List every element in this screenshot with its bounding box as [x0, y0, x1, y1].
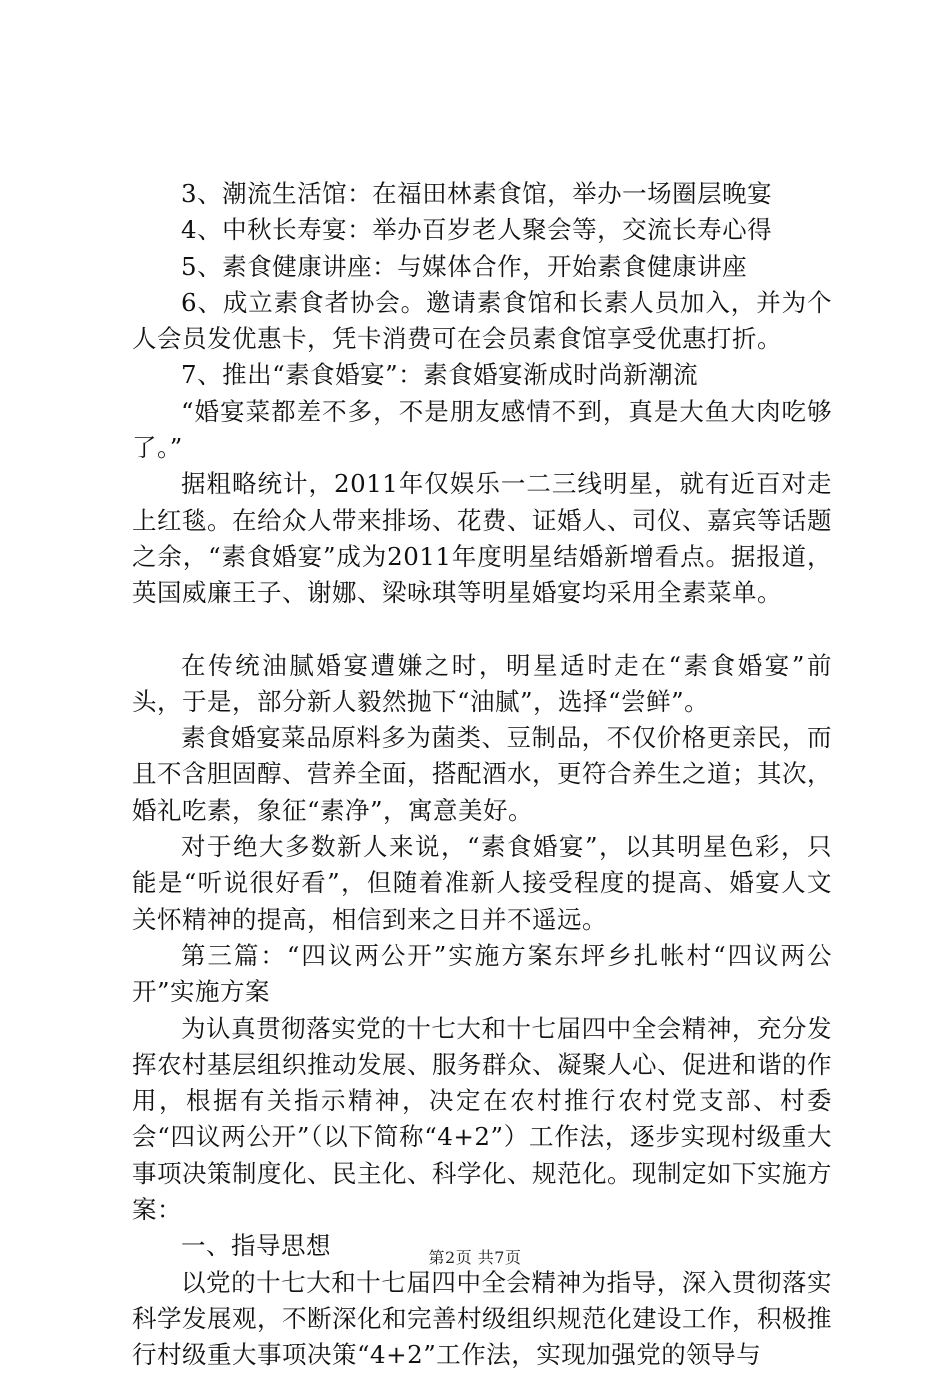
section-heading-part-three: 第三篇：“四议两公开”实施方案东坪乡扎帐村“四议两公开”实施方案 [132, 940, 832, 1007]
paragraph-trend-lifestyle: 3、潮流生活馆：在福田林素食馆，举办一场圈层晚宴 [181, 179, 773, 208]
paragraph-newlyweds: 对于绝大多数新人来说，“素食婚宴”，以其明星色彩，只能是“听说很好看”，但随着准新人接受程度的提高、婚宴人文关怀精神的提高，相信到来之日并不遥远。 [132, 832, 832, 934]
paragraph-quote: “婚宴菜都差不多，不是朋友感情不到，真是大鱼大肉吃够了。” [132, 396, 832, 463]
paragraph-traditional-banquet: 在传统油腻婚宴遭嫌之时，明星适时走在“素食婚宴”前头，于是，部分新人毅然抛下“油腻”，选择“尝鲜”。 [132, 650, 832, 716]
paragraph-statistics: 据粗略统计，2011年仅娱乐一二三线明星，就有近百对走上红毯。在给众人带来排场、花费、证婚人、司仪、嘉宾等话题之余，“素食婚宴”成为2011年度明星结婚新增看点。据报道，英国威廉王子、谢娜、梁咏琪等明星婚宴均采用全素菜单。 [132, 469, 832, 608]
page-number-footer: 第2页 共7页 [428, 1248, 522, 1267]
paragraph-vegetarian-wedding: 7、推出“素食婚宴”：素食婚宴渐成时尚新潮流 [181, 360, 699, 390]
paragraph-guiding-ideology: 以党的十七大和十七届四中全会精神为指导，深入贯彻落实科学发展观，不断深化和完善村级组织规范化建设工作，积极推行村级重大事项决策“4+2”工作法，实现加强党的领导与 [132, 1267, 832, 1370]
paragraph-implementation-intro: 为认真贯彻落实党的十七大和十七届四中全会精神，充分发挥农村基层组织推动发展、服务群众、凝聚人心、促进和谐的作用，根据有关指示精神，决定在农村推行农村党支部、村委会“四议两公开”（以下简称“4+2”）工作法，逐步实现村级重大事项决策制度化、民主化、科学化、规范化。现制定如下实施方案： [132, 1013, 832, 1225]
paragraph-ingredients: 素食婚宴菜品原料多为菌类、豆制品，不仅价格更亲民，而且不含胆固醇、营养全面，搭配酒水，更符合养生之道；其次，婚礼吃素，象征“素净”，寓意美好。 [132, 723, 832, 825]
paragraph-midautumn-longevity: 4、中秋长寿宴：举办百岁老人聚会等，交流长寿心得 [181, 215, 773, 245]
document-body [132, 176, 832, 1374]
paragraph-vegetarian-association: 6、成立素食者协会。邀请素食馆和长素人员加入，并为个人会员发优惠卡，凭卡消费可在会员素食馆享受优惠打折。 [132, 287, 832, 354]
paragraph-health-lecture: 5、素食健康讲座：与媒体合作，开始素食健康讲座 [181, 251, 748, 281]
heading-guiding-ideology: 一、指导思想 [181, 1231, 331, 1261]
